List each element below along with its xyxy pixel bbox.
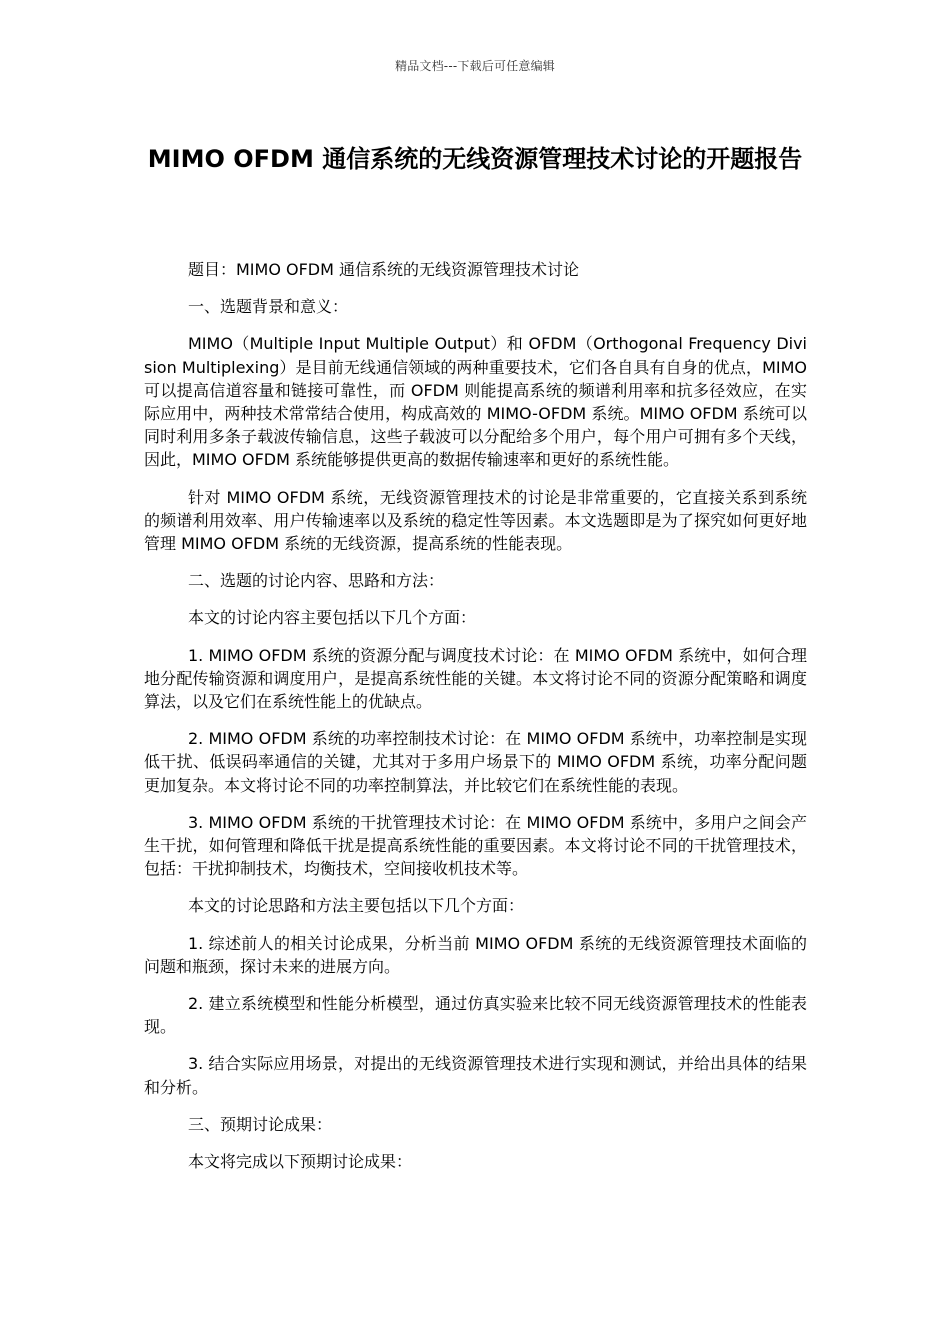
section-heading-results: 三、预期讨论成果： [188,1114,333,1134]
paragraph: MIMO（Multiple Input Multiple Output）和 OFDM（Orthogonal Frequency Division Multiplexing）是目前无线通信领域的两种重要技术，它们各自具有自身的优点，MIMO 可以提高信道容量和链接可靠性，而 OFDM 则能提高系统的频谱利用率和抗多径效应，在实际应用中，两种技术常常结合使用，构成高效的 MIMO-OFDM 系统。MIMO OFDM 系统可以同时利用多条子载波传输信息，这些子载波可以分配给多个用户，每个用户可拥有多个天线，因此，MIMO OFDM 系统能够提供更高的数据传输速率和更好的系统性能。 [144,334,807,470]
paragraph: 本文的讨论内容主要包括以下几个方面： [188,608,477,628]
list-item: 3. MIMO OFDM 系统的干扰管理技术讨论：在 MIMO OFDM 系统中，多用户之间会产生干扰，如何管理和降低干扰是提高系统性能的重要因素。本文将讨论不同的干扰管理技术，包括：干扰抑制技术，均衡技术，空间接收机技术等。 [144,812,807,879]
list-item: 1. 综述前人的相关讨论成果，分析当前 MIMO OFDM 系统的无线资源管理技术面临的问题和瓶颈，探讨未来的进展方向。 [144,933,807,976]
section-heading-background: 一、选题背景和意义： [188,297,349,317]
list-item: 1. MIMO OFDM 系统的资源分配与调度技术讨论：在 MIMO OFDM 系统中，如何合理地分配传输资源和调度用户，是提高系统性能的关键。本文将讨论不同的资源分配策略和调度算法，以及它们在系统性能上的优缺点。 [144,645,807,712]
list-item: 2. 建立系统模型和性能分析模型，通过仿真实验来比较不同无线资源管理技术的性能表现。 [144,994,807,1037]
section-heading-content: 二、选题的讨论内容、思路和方法： [188,571,445,591]
paragraph: 本文的讨论思路和方法主要包括以下几个方面： [188,896,525,916]
document-title: MIMO OFDM 通信系统的无线资源管理技术讨论的开题报告 [147,145,803,173]
paragraph: 针对 MIMO OFDM 系统，无线资源管理技术的讨论是非常重要的，它直接关系到系统的频谱利用效率、用户传输速率以及系统的稳定性等因素。本文选题即是为了探究如何更好地管理 MIMO OFDM 系统的无线资源，提高系统的性能表现。 [144,487,807,554]
page-header: 精品文档---下载后可任意编辑 [395,59,555,73]
paragraph: 本文将完成以下预期讨论成果： [188,1152,413,1172]
topic-line: 题目：MIMO OFDM 通信系统的无线资源管理技术讨论 [188,260,580,279]
document-body [144,258,807,1187]
list-item: 3. 结合实际应用场景，对提出的无线资源管理技术进行实现和测试，并给出具体的结果和分析。 [144,1054,807,1097]
list-item: 2. MIMO OFDM 系统的功率控制技术讨论：在 MIMO OFDM 系统中，功率控制是实现低干扰、低误码率通信的关键，尤其对于多用户场景下的 MIMO OFDM 系统，功率分配问题更加复杂。本文将讨论不同的功率控制算法，并比较它们在系统性能的表现。 [144,729,807,795]
